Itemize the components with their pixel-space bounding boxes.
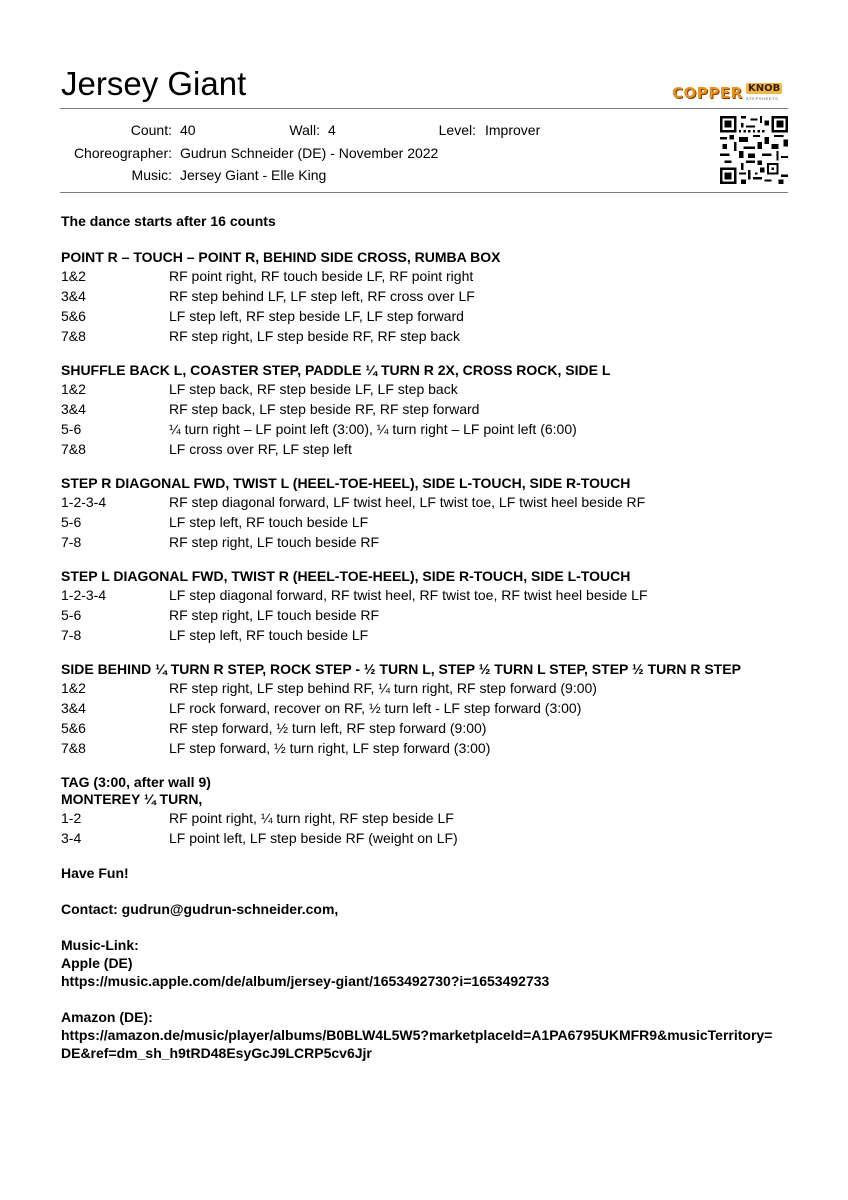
wall-label: Wall: <box>289 122 320 138</box>
step-count: 1&2 <box>61 268 86 284</box>
choreographer-value: Gudrun Schneider (DE) - November 2022 <box>180 145 439 161</box>
copperknob-logo[interactable] <box>672 84 790 104</box>
step-count: 1&2 <box>61 680 86 696</box>
step-row <box>61 738 781 758</box>
apple-music-link[interactable]: https://music.apple.com/de/album/jersey-giant/1653492730?i=1653492733 <box>61 973 550 989</box>
music-value: Jersey Giant - Elle King <box>180 167 327 183</box>
section-2 <box>61 362 781 459</box>
step-row <box>61 439 781 459</box>
step-count: 3&4 <box>61 700 86 716</box>
step-row <box>61 585 781 605</box>
step-count: 1&2 <box>61 381 86 397</box>
step-row <box>61 512 781 532</box>
step-count: 1-2-3-4 <box>61 587 107 603</box>
step-text: LF step forward, ½ turn right, LF step forward (3:00) <box>169 740 491 756</box>
intro-text: The dance starts after 16 counts <box>61 213 276 229</box>
step-count: 1-2 <box>61 810 82 826</box>
section-heading: POINT R – TOUCH – POINT R, BEHIND SIDE CROSS, RUMBA BOX <box>61 249 501 265</box>
choreographer-label: Choreographer: <box>73 145 172 161</box>
level-value: Improver <box>485 122 541 138</box>
tag-section <box>61 774 781 848</box>
step-text: RF step behind LF, LF step left, RF cross over LF <box>169 288 475 304</box>
step-text: RF step right, LF step behind RF, ¼ turn right, RF step forward (9:00) <box>169 680 597 696</box>
step-text: RF step back, LF step beside RF, RF step forward <box>169 401 480 417</box>
step-row <box>61 306 781 326</box>
count-label: Count: <box>130 122 172 138</box>
step-text: RF step right, LF touch beside RF <box>169 607 380 623</box>
amazon-music-link-line2[interactable]: DE&ref=dm_sh_h9tRD48EsyGcJ9LCRP5cv6Jjr <box>61 1045 372 1061</box>
section-heading: STEP L DIAGONAL FWD, TWIST R (HEEL-TOE-HEEL), SIDE R-TOUCH, SIDE L-TOUCH <box>61 568 631 584</box>
step-count: 3&4 <box>61 401 86 417</box>
step-count: 5-6 <box>61 514 82 530</box>
amazon-music-link-line1[interactable]: https://amazon.de/music/player/albums/B0BLW4L5W5?marketplaceId=A1PA6795UKMFR9&musicTerritory= <box>61 1027 773 1043</box>
meta-divider <box>60 192 788 193</box>
step-text: RF step right, LF touch beside RF <box>169 534 380 550</box>
step-row <box>61 492 781 512</box>
section-heading: STEP R DIAGONAL FWD, TWIST L (HEEL-TOE-HEEL), SIDE L-TOUCH, SIDE R-TOUCH <box>61 475 631 491</box>
step-count: 7-8 <box>61 627 82 643</box>
step-text: LF step left, RF step beside LF, LF step forward <box>169 308 464 324</box>
tag-heading: TAG (3:00, after wall 9) <box>61 774 211 790</box>
step-count: 5&6 <box>61 720 86 736</box>
stepsheet-content <box>61 211 781 1062</box>
step-row <box>61 399 781 419</box>
step-count: 3-4 <box>61 830 82 846</box>
music-link-label: Music-Link: <box>61 937 139 953</box>
section-5 <box>61 661 781 758</box>
step-count: 7&8 <box>61 328 86 344</box>
step-count: 5&6 <box>61 308 86 324</box>
header-divider <box>60 108 788 109</box>
logo-copper-text: COPPER <box>672 84 743 102</box>
step-row <box>61 698 781 718</box>
step-count: 5-6 <box>61 607 82 623</box>
logo-subtext: STEPSHEETS <box>746 96 779 101</box>
step-count: 7&8 <box>61 441 86 457</box>
step-text: LF step left, RF touch beside LF <box>169 514 369 530</box>
step-text: LF step left, RF touch beside LF <box>169 627 369 643</box>
step-row <box>61 808 781 828</box>
step-row <box>61 625 781 645</box>
dance-title: Jersey Giant <box>61 65 247 102</box>
step-row <box>61 266 781 286</box>
step-text: RF step forward, ½ turn left, RF step forward (9:00) <box>169 720 487 736</box>
step-text: LF point left, LF step beside RF (weight on LF) <box>169 830 458 846</box>
step-text: RF point right, ¼ turn right, RF step beside LF <box>169 810 454 826</box>
step-text: RF step diagonal forward, LF twist heel, LF twist toe, LF twist heel beside RF <box>169 494 646 510</box>
step-row <box>61 532 781 552</box>
amazon-label: Amazon (DE): <box>61 1009 153 1025</box>
step-count: 7-8 <box>61 534 82 550</box>
step-text: LF step diagonal forward, RF twist heel, RF twist toe, RF twist heel beside LF <box>169 587 648 603</box>
step-count: 5-6 <box>61 421 82 437</box>
contact-text[interactable]: Contact: gudrun@gudrun-schneider.com, <box>61 901 339 917</box>
have-fun-text: Have Fun! <box>61 865 129 881</box>
step-text: LF step back, RF step beside LF, LF step back <box>169 381 458 397</box>
section-4 <box>61 568 781 645</box>
section-heading: SIDE BEHIND ¼ TURN R STEP, ROCK STEP - ½ TURN L, STEP ½ TURN L STEP, STEP ½ TURN R STEP <box>61 661 741 677</box>
count-value: 40 <box>180 122 196 138</box>
section-heading: SHUFFLE BACK L, COASTER STEP, PADDLE ¼ TURN R 2X, CROSS ROCK, SIDE L <box>61 362 611 378</box>
logo-knob-text: KNOB <box>748 83 781 94</box>
step-row <box>61 678 781 698</box>
step-row <box>61 419 781 439</box>
step-row <box>61 379 781 399</box>
level-label: Level: <box>438 122 476 138</box>
step-text: RF step right, LF step beside RF, RF step back <box>169 328 461 344</box>
apple-label: Apple (DE) <box>61 955 133 971</box>
step-count: 1-2-3-4 <box>61 494 107 510</box>
step-text: LF rock forward, recover on RF, ½ turn left - LF step forward (3:00) <box>169 700 582 716</box>
step-count: 3&4 <box>61 288 86 304</box>
music-label: Music: <box>131 167 172 183</box>
step-row <box>61 326 781 346</box>
step-row <box>61 286 781 306</box>
step-count: 7&8 <box>61 740 86 756</box>
section-1 <box>61 249 781 346</box>
step-row <box>61 718 781 738</box>
step-text: ¼ turn right – LF point left (3:00), ¼ turn right – LF point left (6:00) <box>169 421 577 437</box>
qr-code-icon[interactable] <box>720 116 788 184</box>
tag-subheading: MONTEREY ¼ TURN, <box>61 791 203 807</box>
step-text: LF cross over RF, LF step left <box>169 441 352 457</box>
step-row <box>61 605 781 625</box>
step-row <box>61 828 781 848</box>
section-3 <box>61 475 781 552</box>
wall-value: 4 <box>328 122 336 138</box>
step-text: RF point right, RF touch beside LF, RF point right <box>169 268 474 284</box>
